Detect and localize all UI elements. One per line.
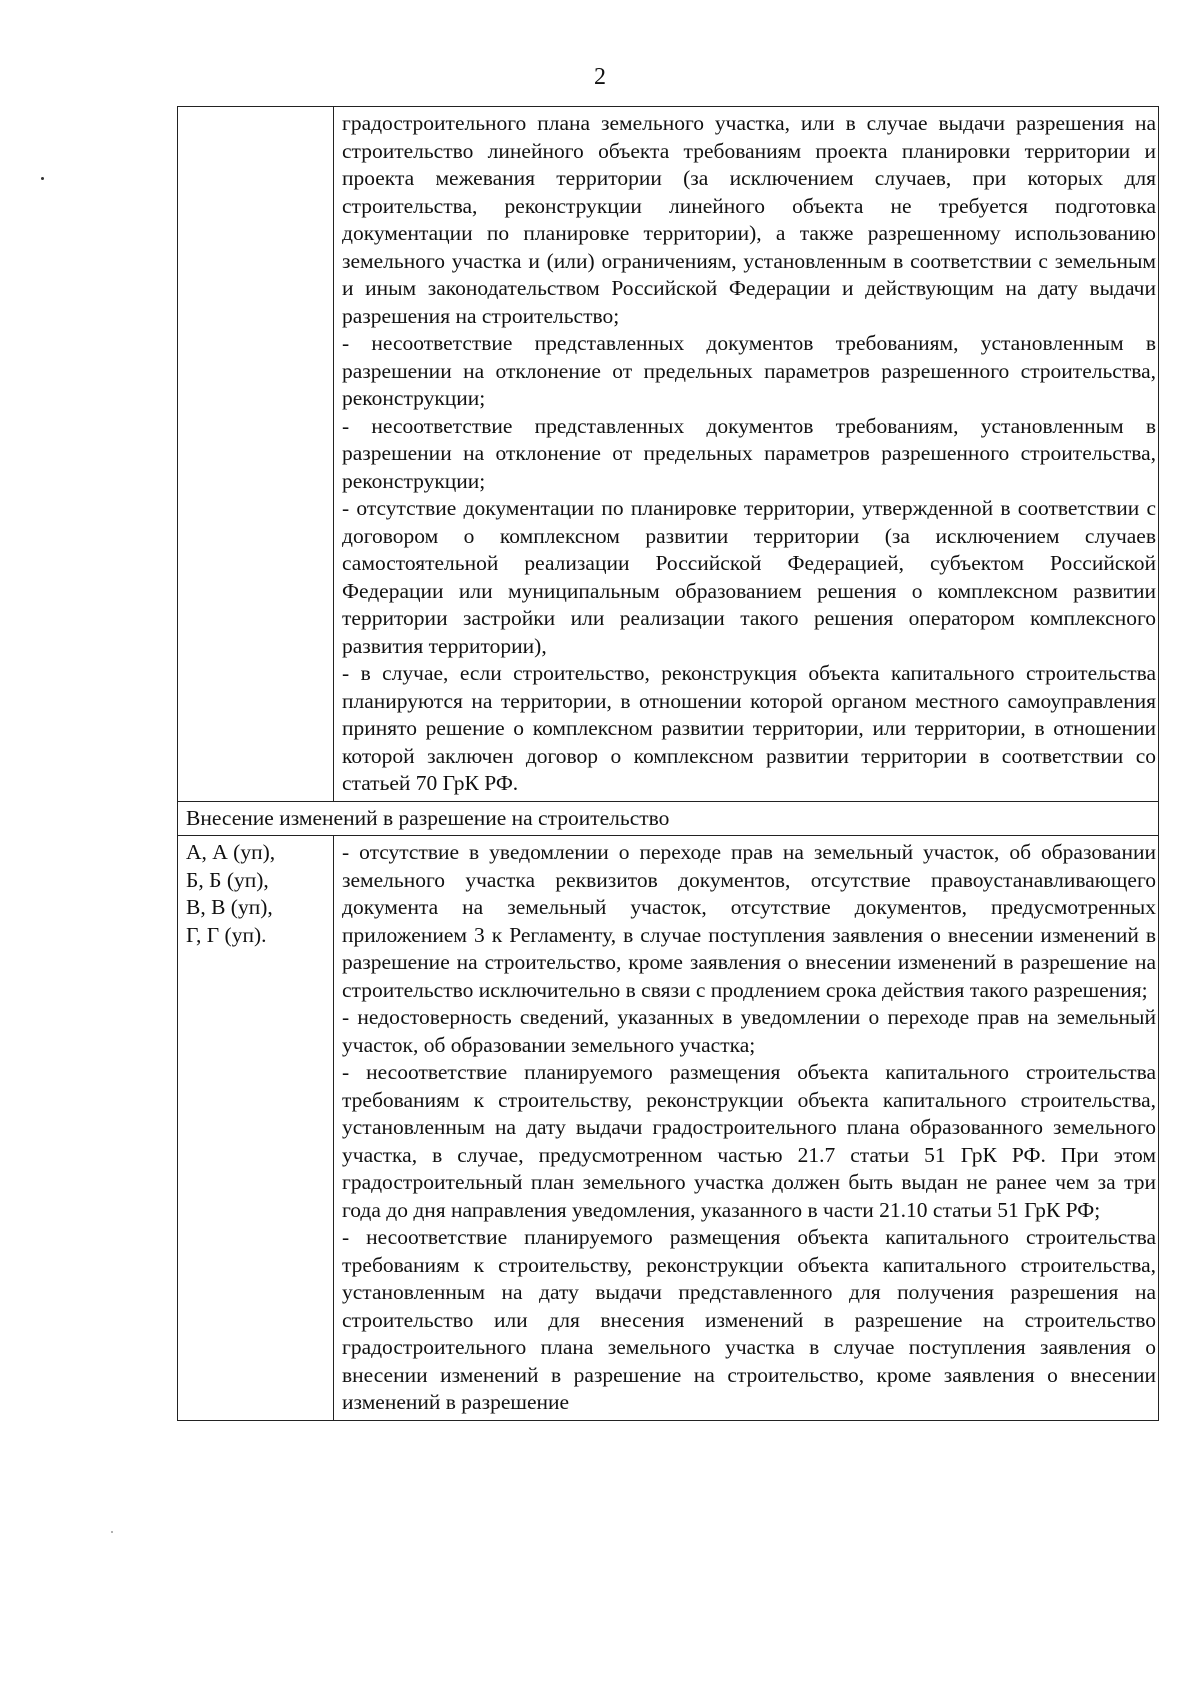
paragraph: градостроительного плана земельного участка, или в случае выдачи разрешения на строительство линейного объекта требованиям проекта планировки территории и проекта межевания территории (за исключением случаев, при которых для строительства, реконструкции линейного объекта не требуется подготовка документации по планировке территории), а также разрешенному использованию земельного участка и (или) ограничениям, установленным в соответствии с земельным и иным законодательством Российской Федерации и действующим на дату выдачи разрешения на строительство; [342, 111, 1156, 328]
applicant-code: Б, Б (уп), [186, 867, 269, 892]
paragraph: - недостоверность сведений, указанных в уведомлении о переходе прав на земельный участок, об образовании земельного участка; [342, 1005, 1156, 1057]
grounds-cell [334, 107, 1159, 802]
paragraph: - несоответствие представленных документов требованиям, установленным в разрешении на отклонение от предельных параметров разрешенного строительства, реконструкции; [342, 413, 1156, 493]
applicant-code: В, В (уп), [186, 895, 273, 919]
applicant-code: А, А (уп), [186, 840, 276, 864]
paragraph: - несоответствие планируемого размещения объекта капитального строительства требованиям к строительству, реконструкции объекта капитального строительства, установленным на дату выдачи градостроительного плана образованного земельного участка, в случае, предусмотренном частью 21.7 статьи 51 ГрК РФ. При этом градостроительный план земельного участка должен быть выдан не ранее чем за три года до дня направления уведомления, указанного в части 21.10 статьи 51 ГрК РФ; [342, 1060, 1156, 1222]
applicant-code: Г, Г (уп). [186, 922, 267, 947]
paragraph: - в случае, если строительство, реконструкция объекта капитального строительства планируются на территории, в отношении которой органом местного самоуправления принято решение о комплексном развитии территории, или территории, в отношении которой заключен договор о комплексном развитии территории в соответствии со статьей 70 ГрК РФ. [342, 661, 1156, 795]
table-row [178, 801, 1159, 836]
paragraph: - несоответствие представленных документов требованиям, установленным в разрешении на отклонение от предельных параметров разрешенного строительства, реконструкции; [342, 331, 1156, 410]
codes-cell [178, 836, 334, 1421]
page-number: 2 [594, 64, 606, 90]
paragraph: - отсутствие документации по планировке территории, утвержденной в соответствии с договором о комплексном развитии территории (за исключением случаев самостоятельной реализации Российской Федерацией, субъектом Российской Федерации или муниципальным образованием решения о комплексном развитии территории застройки или реализации такого решения оператором комплексного развития территории), [342, 496, 1156, 658]
grounds-cell [334, 836, 1159, 1421]
scan-speck [41, 177, 44, 180]
table-row [178, 107, 1159, 802]
scan-speck [111, 1531, 113, 1533]
codes-cell [178, 107, 334, 802]
paragraph: - отсутствие в уведомлении о переходе прав на земельный участок, об образовании земельного участка реквизитов документов, отсутствие правоустанавливающего документа на земельный участок, отсутствие документов, предусмотренных приложением 3 к Регламенту, в случае поступления заявления о внесении изменений в разрешение на строительство, кроме заявления о внесении изменений в разрешение на строительство исключительно в связи с продлением срока действия такого разрешения; [342, 840, 1156, 1002]
section-title: Внесение изменений в разрешение на строительство [178, 801, 1159, 836]
table-row [178, 836, 1159, 1421]
paragraph: - несоответствие планируемого размещения объекта капитального строительства требованиям к строительству, реконструкции объекта капитального строительства, установленным на дату выдачи представленного для получения разрешения на строительство или для внесения изменений в разрешение на строительство градостроительного плана земельного участка в случае поступления заявления о внесении изменений в разрешение на строительство, кроме заявления о внесении изменений в разрешение [342, 1225, 1156, 1414]
regulation-table [177, 106, 1159, 1421]
